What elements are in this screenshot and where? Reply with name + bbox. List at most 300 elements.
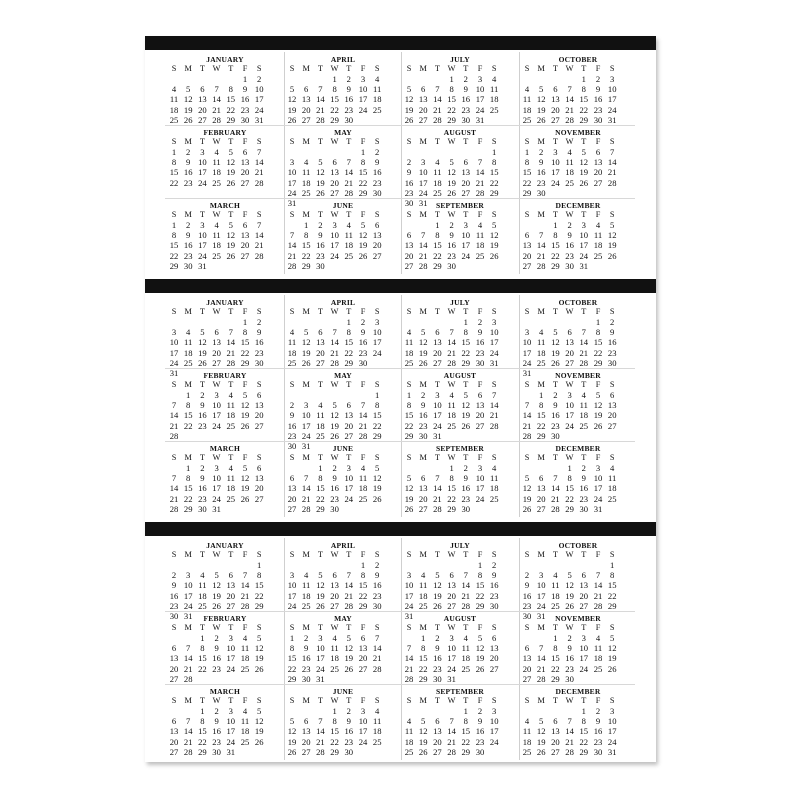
day-number: 3 (610, 74, 615, 84)
day-number: 1 (553, 633, 558, 643)
day-number: 11 (344, 230, 353, 241)
weekday-label: T (228, 453, 234, 462)
day-number: 29 (316, 503, 325, 514)
weekday-label: M (419, 307, 427, 316)
day-number: 4 (228, 463, 233, 473)
day-number: 9 (200, 400, 205, 411)
day-number: 19 (287, 736, 297, 747)
weekday-label: M (419, 210, 427, 219)
day-number: 10 (287, 580, 297, 591)
weekday-label: T (581, 64, 587, 73)
day-number: 8 (242, 327, 248, 338)
day-number: 30 (461, 114, 471, 125)
day-number: 20 (254, 483, 264, 494)
weekday-label: T (552, 307, 558, 316)
day-number: 24 (489, 736, 499, 747)
day-number: 30 (607, 357, 617, 368)
day-number: 5 (553, 327, 558, 338)
weekday-label: F (242, 550, 248, 559)
day-number: 4 (406, 327, 412, 338)
weekday-label: T (199, 623, 205, 632)
weekday-label: F (360, 137, 366, 146)
day-number: 12 (593, 400, 603, 411)
day-number: 4 (304, 570, 309, 581)
day-number: 4 (524, 84, 530, 95)
day-number: 10 (461, 230, 471, 241)
day-number: 22 (169, 250, 179, 261)
month-name: NOVEMBER (555, 371, 601, 380)
weekday-label: W (447, 453, 456, 462)
day-number: 4 (289, 327, 295, 338)
day-number: 16 (301, 653, 311, 664)
day-number: 6 (492, 633, 497, 643)
day-number: 27 (254, 493, 264, 504)
weekday-label: S (406, 210, 412, 219)
day-number: 12 (551, 337, 560, 348)
day-number: 17 (344, 483, 354, 494)
day-number: 22 (330, 104, 339, 115)
day-number: 2 (304, 633, 309, 643)
weekday-label: M (302, 453, 310, 462)
day-number: 1 (477, 560, 483, 570)
day-number: 4 (539, 327, 544, 338)
day-number: 6 (200, 84, 205, 95)
day-number: 25 (301, 600, 311, 611)
day-number: 20 (461, 177, 471, 188)
day-number: 4 (360, 463, 366, 473)
day-number: 1 (449, 463, 454, 473)
day-number: 18 (404, 347, 414, 358)
day-number: 26 (372, 493, 382, 504)
weekday-label: W (212, 137, 221, 146)
day-number: 3 (228, 633, 233, 643)
weekday-label: S (406, 696, 412, 705)
day-number: 4 (186, 327, 191, 338)
day-number: 7 (581, 327, 586, 338)
day-number: 7 (539, 230, 544, 241)
day-number: 11 (169, 94, 179, 105)
day-number: 26 (489, 250, 499, 261)
day-number: 8 (539, 400, 544, 411)
day-number: 9 (186, 230, 191, 241)
day-number: 18 (169, 104, 179, 115)
day-number: 26 (316, 600, 325, 611)
day-number: 11 (579, 400, 588, 411)
day-number: 19 (536, 104, 546, 115)
day-number: 1 (332, 74, 337, 84)
day-number: 30 (240, 114, 250, 125)
day-number: 21 (287, 250, 297, 261)
day-number: 23 (579, 493, 589, 504)
weekday-label: T (434, 64, 440, 73)
day-number: 28 (536, 673, 546, 684)
day-number: 19 (404, 104, 414, 115)
day-number: 3 (375, 317, 380, 327)
day-number: 4 (477, 220, 483, 230)
weekday-label: T (434, 210, 440, 219)
day-number: 13 (475, 400, 485, 411)
day-number: 2 (257, 317, 262, 327)
day-number: 17 (475, 483, 485, 494)
day-number: 7 (435, 473, 440, 484)
weekday-label: T (199, 550, 205, 559)
day-number: 30 (579, 503, 589, 514)
day-number: 1 (186, 390, 191, 400)
day-number: 2 (257, 74, 262, 84)
day-number: 9 (435, 643, 440, 654)
day-number: 8 (567, 473, 572, 484)
weekday-label: T (581, 307, 587, 316)
day-number: 24 (579, 663, 589, 674)
day-number: 27 (522, 673, 532, 684)
day-number: 2 (200, 390, 205, 400)
day-number: 16 (212, 653, 221, 664)
day-number: 29 (551, 673, 560, 684)
year-calendar (145, 536, 656, 761)
day-number: 10 (169, 337, 179, 348)
month-april (285, 298, 401, 370)
day-number: 27 (551, 746, 560, 757)
day-number: 19 (301, 347, 311, 358)
day-number: 6 (524, 230, 530, 241)
day-number: 8 (595, 327, 601, 338)
day-number: 19 (372, 483, 382, 494)
day-number: 22 (198, 663, 207, 674)
day-number: 1 (200, 633, 205, 643)
day-number: 16 (212, 726, 221, 737)
day-number: 2 (186, 220, 191, 230)
day-number: 27 (316, 357, 325, 368)
day-number: 15 (447, 483, 456, 494)
month-january (167, 55, 283, 127)
weekday-label: F (242, 623, 248, 632)
day-number: 1 (171, 147, 177, 157)
day-number: 16 (330, 483, 339, 494)
day-number: 23 (404, 187, 414, 198)
weekday-label: S (491, 307, 497, 316)
weekday-label: M (537, 307, 545, 316)
day-number: 27 (254, 420, 264, 431)
day-number: 14 (475, 167, 485, 178)
weekday-label: T (228, 550, 234, 559)
day-number: 2 (524, 570, 530, 581)
day-number: 15 (579, 94, 589, 105)
day-number: 22 (418, 663, 428, 674)
day-number: 7 (360, 400, 366, 411)
day-number: 18 (330, 653, 339, 664)
day-number: 28 (522, 430, 532, 441)
day-number: 27 (344, 430, 354, 441)
weekday-label: F (360, 307, 366, 316)
day-number: 20 (226, 590, 236, 601)
day-number: 4 (595, 633, 601, 643)
day-number: 26 (418, 357, 428, 368)
day-number: 17 (579, 240, 589, 251)
day-number: 17 (287, 177, 297, 188)
day-number: 13 (240, 157, 250, 168)
day-number: 22 (551, 663, 560, 674)
day-number: 14 (169, 483, 179, 494)
day-number: 17 (489, 337, 499, 348)
day-number: 14 (330, 337, 339, 348)
day-number: 22 (316, 493, 325, 504)
day-number: 11 (302, 167, 311, 178)
weekday-label: T (199, 64, 205, 73)
day-number: 9 (318, 230, 323, 241)
day-number: 28 (447, 357, 456, 368)
weekday-label: F (360, 210, 366, 219)
day-number: 15 (433, 240, 442, 251)
month-september (402, 687, 518, 759)
weekday-label: S (256, 307, 262, 316)
day-number: 30 (418, 430, 428, 441)
day-number: 8 (360, 570, 366, 581)
day-number: 9 (595, 84, 601, 95)
weekday-label: T (199, 137, 205, 146)
weekday-label: M (184, 696, 192, 705)
weekday-label: T (434, 453, 440, 462)
day-number: 19 (254, 653, 264, 664)
day-number: 18 (240, 653, 250, 664)
weekday-label: S (609, 453, 615, 462)
weekday-label: W (212, 623, 221, 632)
day-number: 21 (536, 250, 546, 261)
day-number: 13 (433, 337, 442, 348)
day-number: 13 (254, 400, 264, 411)
month-name: SEPTEMBER (435, 687, 485, 696)
day-number: 15 (536, 410, 546, 421)
weekday-label: S (171, 137, 177, 146)
day-number: 8 (449, 473, 454, 484)
weekday-label: F (242, 453, 248, 462)
day-number: 9 (421, 400, 426, 411)
day-number: 4 (421, 570, 426, 581)
day-number: 26 (358, 250, 368, 261)
day-number: 11 (373, 716, 382, 727)
day-number: 12 (330, 410, 339, 421)
day-number: 11 (522, 726, 532, 737)
day-number: 14 (433, 94, 442, 105)
weekday-label: M (302, 623, 310, 632)
day-number: 26 (593, 420, 603, 431)
day-number: 9 (375, 570, 380, 581)
weekday-label: M (302, 64, 310, 73)
weekday-label: S (289, 696, 295, 705)
day-number: 17 (593, 483, 603, 494)
day-number: 20 (254, 410, 264, 421)
weekday-label: M (184, 307, 192, 316)
month-name: OCTOBER (558, 298, 598, 307)
day-number: 15 (418, 653, 428, 664)
day-number: 19 (522, 493, 532, 504)
month-february (167, 128, 283, 200)
day-number: 24 (522, 357, 532, 368)
day-number: 26 (226, 177, 236, 188)
day-number: 30 (372, 187, 382, 198)
day-number: 29 (593, 357, 603, 368)
day-number: 25 (475, 250, 485, 261)
day-number: 25 (226, 420, 236, 431)
day-number: 12 (522, 483, 532, 494)
day-number: 19 (404, 493, 414, 504)
day-number: 21 (358, 420, 368, 431)
day-number: 4 (242, 706, 248, 716)
day-number: 25 (551, 600, 560, 611)
day-number: 31 (475, 114, 485, 125)
day-number: 6 (421, 473, 426, 484)
day-number: 7 (449, 716, 454, 727)
day-number: 5 (539, 84, 544, 95)
day-number: 31 (433, 430, 442, 441)
day-number: 20 (447, 590, 456, 601)
month-name: MARCH (209, 687, 241, 696)
day-number: 28 (287, 260, 297, 271)
day-number: 18 (565, 167, 574, 178)
day-number: 5 (421, 327, 426, 338)
day-number: 21 (316, 104, 325, 115)
weekday-label: F (242, 64, 248, 73)
weekday-label: S (171, 623, 177, 632)
day-number: 6 (318, 327, 323, 338)
day-number: 2 (553, 390, 558, 400)
day-number: 16 (475, 337, 485, 348)
day-number: 17 (475, 94, 485, 105)
day-number: 21 (169, 420, 179, 431)
day-number: 14 (301, 483, 311, 494)
day-number: 29 (536, 430, 546, 441)
day-number: 6 (214, 327, 219, 338)
day-number: 7 (477, 157, 483, 168)
day-number: 31 (607, 746, 617, 757)
day-number: 1 (610, 560, 615, 570)
day-number: 6 (477, 390, 483, 400)
weekday-label: M (537, 453, 545, 462)
weekday-label: M (184, 64, 192, 73)
day-number: 10 (475, 84, 485, 95)
day-number: 26 (461, 420, 471, 431)
month-march (167, 201, 283, 273)
day-number: 29 (358, 600, 368, 611)
day-number: 15 (316, 483, 325, 494)
day-number: 17 (183, 590, 193, 601)
weekday-label: S (609, 623, 615, 632)
day-number: 28 (551, 503, 560, 514)
day-number: 21 (212, 104, 221, 115)
day-number: 2 (200, 463, 205, 473)
day-number: 2 (360, 317, 366, 327)
day-number: 4 (375, 74, 380, 84)
day-number: 8 (581, 84, 586, 95)
day-number: 25 (607, 493, 617, 504)
day-number: 2 (421, 390, 426, 400)
day-number: 24 (226, 736, 236, 747)
day-number: 18 (551, 590, 560, 601)
day-number: 11 (212, 230, 221, 241)
weekday-label: F (595, 137, 601, 146)
day-number: 9 (242, 84, 248, 95)
day-number: 15 (358, 580, 368, 591)
weekday-label: F (242, 380, 248, 389)
day-number: 19 (287, 104, 297, 115)
day-number: 7 (186, 643, 191, 654)
day-number: 14 (433, 483, 442, 494)
day-number: 1 (595, 317, 601, 327)
day-number: 18 (461, 653, 471, 664)
day-number: 10 (254, 84, 264, 95)
day-number: 26 (226, 250, 236, 261)
day-number: 12 (316, 167, 325, 178)
weekday-label: S (406, 64, 412, 73)
day-number: 12 (240, 400, 250, 411)
day-number: 30 (301, 673, 311, 684)
day-number: 15 (461, 726, 471, 737)
day-number: 2 (375, 147, 380, 157)
weekday-label: M (419, 137, 427, 146)
day-number: 5 (200, 327, 205, 338)
day-number: 14 (489, 400, 499, 411)
day-number: 24 (475, 493, 485, 504)
weekday-label: F (595, 623, 601, 632)
day-number: 28 (240, 600, 250, 611)
day-number: 9 (346, 716, 351, 727)
day-number: 28 (536, 260, 546, 271)
day-number: 21 (344, 177, 354, 188)
weekday-label: F (360, 550, 366, 559)
weekday-label: M (184, 210, 192, 219)
day-number: 5 (477, 633, 483, 643)
day-number: 10 (212, 400, 221, 411)
day-number: 8 (406, 400, 412, 411)
day-number: 11 (358, 473, 368, 484)
weekday-label: W (330, 64, 339, 73)
weekday-label: T (317, 380, 323, 389)
day-number: 7 (553, 473, 558, 484)
day-number: 4 (214, 147, 219, 157)
day-number: 17 (287, 590, 297, 601)
day-number: 19 (226, 167, 236, 178)
day-number: 28 (489, 420, 499, 431)
day-number: 27 (198, 114, 207, 125)
day-number: 24 (358, 104, 368, 115)
day-number: 4 (492, 74, 497, 84)
day-number: 2 (463, 463, 468, 473)
day-number: 30 (198, 503, 207, 514)
day-number: 11 (593, 230, 603, 241)
weekday-label: M (537, 64, 545, 73)
weekday-label: T (434, 696, 440, 705)
weekday-label: T (228, 64, 234, 73)
day-number: 16 (358, 337, 368, 348)
day-number: 16 (461, 483, 471, 494)
day-number: 16 (522, 590, 532, 601)
day-number: 3 (477, 74, 483, 84)
day-number: 20 (522, 250, 532, 261)
month-june (285, 444, 401, 516)
day-number: 14 (447, 726, 456, 737)
day-number: 10 (198, 230, 207, 241)
day-number: 24 (254, 104, 264, 115)
day-number: 8 (332, 716, 337, 727)
day-number: 2 (449, 220, 454, 230)
day-number: 17 (169, 347, 179, 358)
day-number: 11 (447, 400, 456, 411)
day-number: 25 (489, 493, 499, 504)
day-number: 26 (301, 357, 311, 368)
weekday-label: W (212, 307, 221, 316)
day-number: 18 (183, 347, 193, 358)
day-number: 8 (332, 84, 337, 95)
day-number: 12 (254, 643, 264, 654)
